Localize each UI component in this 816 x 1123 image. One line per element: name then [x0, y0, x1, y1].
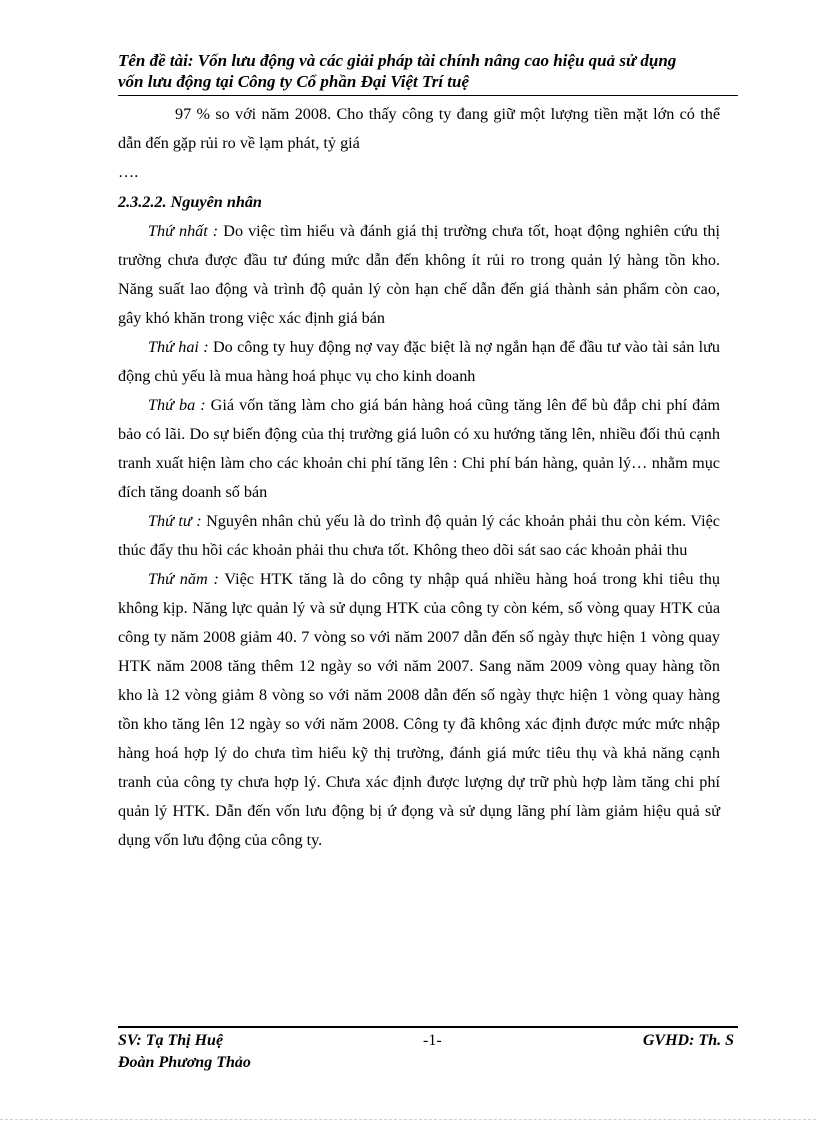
- paragraph-continuation: 97 % so với năm 2008. Cho thấy công ty đang giữ một lượng tiền mặt lớn có thể dẫn đến gặp rủi ro về lạm phát, tỷ giá: [118, 105, 720, 152]
- reason-text-1: Do việc tìm hiểu và đánh giá thị trường chưa tốt, hoạt động nghiên cứu thị trường chưa được đầu tư đúng mức dẫn đến không ít rủi ro trong quản lý hàng tồn kho. Năng suất lao động và trình độ quản lý còn hạn chế dẫn đến giá thành sản phẩm còn cao, gây khó khăn trong việc xác định giá bán: [118, 222, 720, 327]
- reason-paragraph-5: [118, 565, 720, 855]
- student-name-1: SV: Tạ Thị Huệ: [118, 1032, 224, 1049]
- reason-lead-3: Thứ ba :: [148, 396, 206, 414]
- title-line-1: Tên đề tài: Vốn lưu động và các giải pháp tài chính nâng cao hiệu quả sử dụng: [118, 51, 677, 70]
- document-title-header: [118, 50, 738, 92]
- page-boundary: [0, 1119, 816, 1120]
- reason-paragraph-2: [118, 333, 720, 391]
- reason-lead-5: Thứ năm :: [148, 570, 219, 588]
- title-line-2: vốn lưu động tại Công ty Cổ phần Đại Việt Trí tuệ: [118, 72, 470, 91]
- reason-lead-4: Thứ tư :: [148, 512, 202, 530]
- document-body: [118, 100, 720, 855]
- student-names: [118, 1030, 338, 1074]
- reason-text-5: Việc HTK tăng là do công ty nhập quá nhiều hàng hoá trong khi tiêu thụ không kịp. Năng lực quản lý và sử dụng HTK của công ty còn kém, số vòng quay HTK của công ty năm 2008 giảm 40. 7 vòng so với năm 2007 dẫn đến số ngày thực hiện 1 vòng quay HTK năm 2008 tăng thêm 12 ngày so với năm 2007. Sang năm 2009 vòng quay hàng tồn kho là 12 vòng giảm 8 vòng so với năm 2008 dẫn đến số ngày thực hiện 1 vòng quay hàng tồn kho tăng lên 12 ngày so với năm 2008. Công ty đã không xác định được mức mức nhập hàng hoá hợp lý do chưa tìm hiểu kỹ thị trường, đánh giá mức tiêu thụ và khả năng cạnh tranh của công ty chưa hợp lý. Chưa xác định được lượng dự trữ phù hợp làm tăng chi phí quản lý HTK. Dẫn đến vốn lưu động bị ứ đọng và sử dụng lãng phí làm giảm hiệu quả sử dụng vốn lưu động của công ty.: [118, 570, 720, 849]
- section-heading: 2.3.2.2. Nguyên nhân: [118, 193, 262, 211]
- reason-text-4: Nguyên nhân chủ yếu là do trình độ quản lý các khoản phải thu còn kém. Việc thúc đẩy thu hồi các khoản phải thu chưa tốt. Không theo dõi sát sao các khoản phải thu: [118, 512, 720, 559]
- reason-text-2: Do công ty huy động nợ vay đặc biệt là nợ ngắn hạn để đầu tư vào tài sản lưu động chủ yếu là mua hàng hoá phục vụ cho kinh doanh: [118, 338, 720, 385]
- reason-paragraph-4: [118, 507, 720, 565]
- reason-text-3: Giá vốn tăng làm cho giá bán hàng hoá cũng tăng lên để bù đắp chi phí đảm bảo có lãi. Do sự biến động của thị trường giá luôn có xu hướng tăng lên, nhiều đối thủ cạnh tranh xuất hiện làm cho các khoản chi phí tăng lên : Chi phí bán hàng, quản lý… nhằm mục đích tăng doanh số bán: [118, 396, 720, 501]
- footer-divider: [118, 1026, 738, 1028]
- reason-paragraph-3: [118, 391, 720, 507]
- header-divider: [118, 95, 738, 96]
- reason-lead-1: Thứ nhất :: [148, 222, 219, 240]
- reason-paragraph-1: [118, 217, 720, 333]
- ellipsis-line: ….: [118, 163, 139, 181]
- supervisor-label: GVHD: Th. S: [642, 1032, 734, 1049]
- student-name-2: Đoàn Phương Thảo: [118, 1054, 251, 1071]
- page-number: -1-: [423, 1032, 442, 1049]
- reason-lead-2: Thứ hai :: [148, 338, 209, 356]
